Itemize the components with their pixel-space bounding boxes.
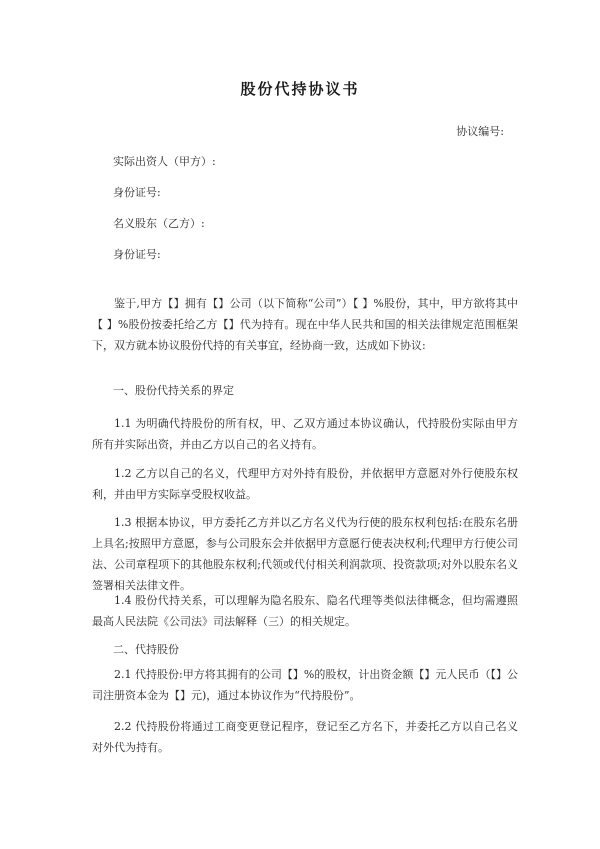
clause-2-1: 2.1 代持股份:甲方将其拥有的公司【】%的股权，计出资金额【】元人民币（【】公司注册资本金为【】元)，通过本协议作为“代持股份”。 xyxy=(92,668,518,702)
intro-paragraph: 鉴于,甲方【】拥有【】公司（以下简称“公司”）【 】%股份，其中，甲方欲将其中【 】%股份按委托给乙方【】代为持有。现在中华人民共和国的相关法律规定范围框架下，双方就本协议股份代持的有关事宜，经协商一致，达成如下协议: xyxy=(92,297,518,352)
nominal-shareholder-field: 名义股东（乙方）: xyxy=(113,217,205,230)
document-title: 股份代持协议书 xyxy=(240,80,360,98)
id-number-field-a: 身份证号: xyxy=(113,186,161,199)
agreement-number-label: 协议编号: xyxy=(456,125,504,138)
clause-1-3: 1.3 根据本协议，甲方委托乙方并以乙方名义代为行使的股东权利包括:在股东名册上具名;按照甲方意愿，参与公司股东会并依据甲方意愿行使表决权利;代理甲方行使公司法、公司章程项下的其他股东权利;代领或代付相关利润款项、投资款项;对外以股东名义签署相关法律文件。 xyxy=(92,516,518,592)
section-2-heading: 二、代持股份 xyxy=(113,643,179,656)
clause-2-2: 2.2 代持股份将通过工商变更登记程序，登记至乙方名下，并委托乙方以自己名义对外代为持有。 xyxy=(92,720,518,754)
actual-investor-field: 实际出资人（甲方）: xyxy=(113,155,216,168)
clause-1-1: 1.1 为明确代持股份的所有权，甲、乙双方通过本协议确认，代持股份实际由甲方所有并实际出资，并由乙方以自己的名义持有。 xyxy=(92,417,518,451)
clause-1-4: 1.4 股份代持关系，可以理解为隐名股东、隐名代理等类似法律概念，但均需遵照最高人民法院《公司法》司法解释（三）的相关规定。 xyxy=(92,594,518,628)
clause-1-2: 1.2 乙方以自己的名义，代理甲方对外持有股份，并依据甲方意愿对外行使股东权利，并由甲方实际享受股权收益。 xyxy=(92,467,518,501)
section-1-heading: 一、股份代持关系的界定 xyxy=(113,384,234,397)
id-number-field-b: 身份证号: xyxy=(113,248,161,261)
